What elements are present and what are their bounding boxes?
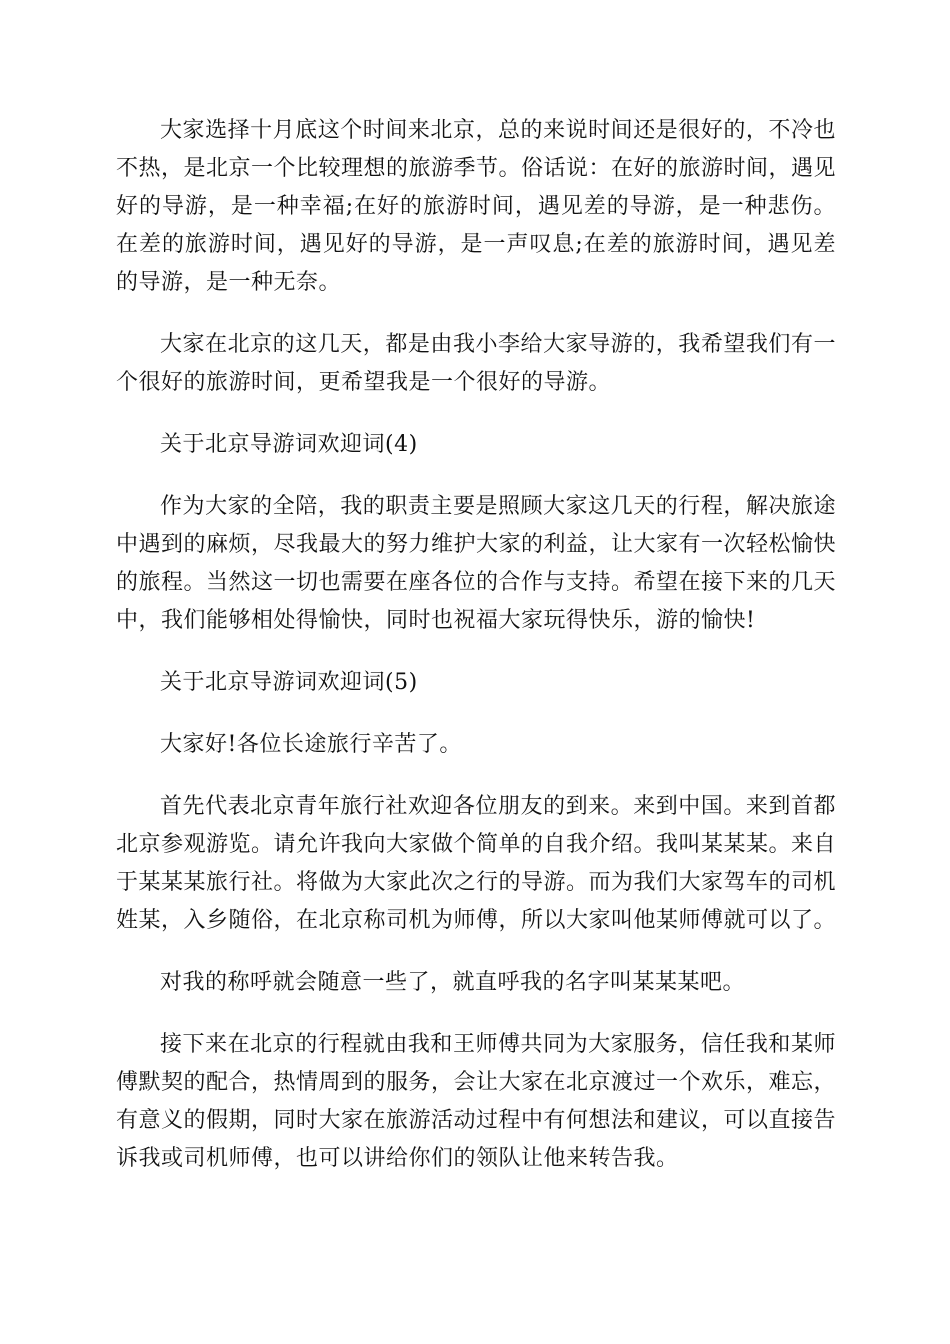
paragraph-itinerary-service: 接下来在北京的行程就由我和王师傅共同为大家服务，信任我和某师傅默契的配合，热情周到的服务，会让大家在北京渡过一个欢乐，难忘，有意义的假期，同时大家在旅游活动过程中有何想法和建议，可以直接告诉我或司机师傅，也可以讲给你们的领队让他来转告我。	[116, 1032, 837, 1171]
section-heading-5: 关于北京导游词欢迎词(5)	[160, 670, 418, 695]
paragraph-how-to-address: 对我的称呼就会随意一些了，就直呼我的名字叫某某某吧。	[160, 970, 746, 995]
paragraph-self-introduction: 首先代表北京青年旅行社欢迎各位朋友的到来。来到中国。来到首都北京参观游览。请允许我向大家做个简单的自我介绍。我叫某某某。来自于某某某旅行社。将做为大家此次之行的导游。而为我们大家驾车的司机姓某，入乡随俗，在北京称司机为师傅，所以大家叫他某师傅就可以了。	[116, 794, 837, 933]
paragraph-season-intro: 大家选择十月底这个时间来北京，总的来说时间还是很好的，不冷也不热，是北京一个比较理想的旅游季节。俗话说：在好的旅游时间，遇见好的导游，是一种幸福;在好的旅游时间，遇见差的导游，是一种悲伤。在差的旅游时间，遇见好的导游，是一声叹息;在差的旅游时间，遇见差的导游，是一种无奈。	[116, 118, 837, 295]
paragraph-escort-duty: 作为大家的全陪，我的职责主要是照顾大家这几天的行程，解决旅途中遇到的麻烦，尽我最大的努力维护大家的利益，让大家有一次轻松愉快的旅程。当然这一切也需要在座各位的合作与支持。希望在接下来的几天中，我们能够相处得愉快，同时也祝福大家玩得快乐，游的愉快!	[116, 494, 837, 633]
paragraph-greeting: 大家好!各位长途旅行辛苦了。	[160, 732, 462, 757]
paragraph-guide-intro: 大家在北京的这几天，都是由我小李给大家导游的，我希望我们有一个很好的旅游时间，更希望我是一个很好的导游。	[116, 332, 836, 395]
section-heading-4: 关于北京导游词欢迎词(4)	[160, 432, 418, 457]
document-body	[116, 112, 836, 1202]
